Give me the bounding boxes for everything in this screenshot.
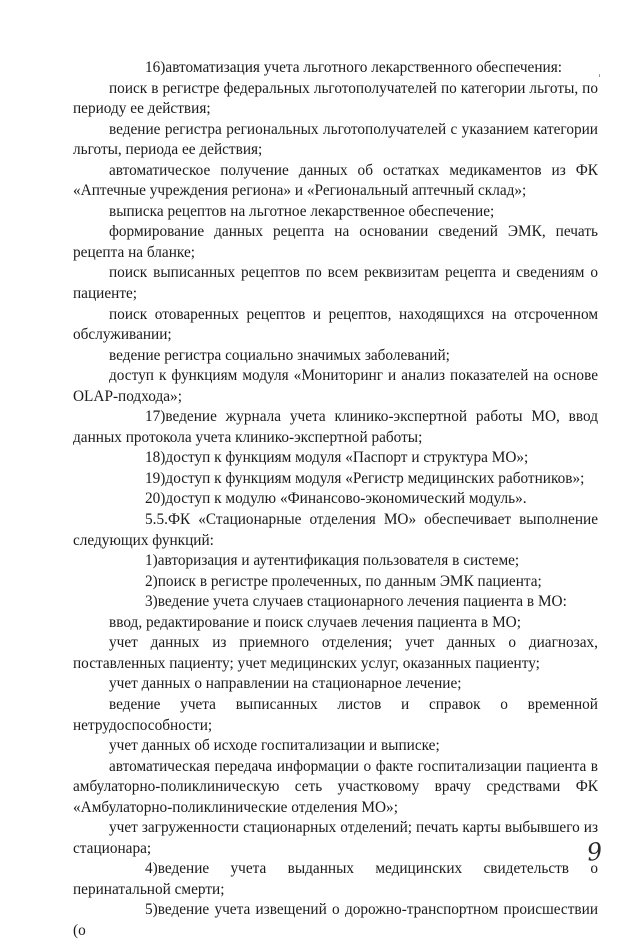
paragraph (73, 736, 598, 757)
scan-mark (599, 74, 600, 77)
paragraph (73, 757, 598, 819)
numbered-paragraph (73, 551, 598, 572)
paragraph-text: автоматическое получение данных об остатках медикаментов из ФК «Аптечные учреждения региона» и «Региональный аптечный склад»; (73, 161, 598, 200)
paragraph-text: формирование данных рецепта на основании сведений ЭМК, печать рецепта на бланке; (73, 223, 598, 261)
paragraph-text: доступ к функциям модуля «Регистр медицинских работников»; (165, 469, 585, 487)
page-number: 9 (585, 837, 604, 867)
paragraph (73, 633, 598, 674)
paragraph-text: ФК «Стационарные отделения МО» обеспечивает выполнение следующих функций: (73, 511, 598, 549)
paragraph-text: учет данных о направлении на стационарное лечение; (109, 675, 462, 693)
paragraph (73, 674, 598, 695)
paragraph-text: поиск в регистре федеральных льготополучателей по категории льготы, по периоду ее действия; (73, 79, 598, 118)
paragraph-text: учет данных из приемного отделения; учет данных о диагнозах, поставленных пациенту; учет медицинских услуг, оказанных пациенту; (73, 634, 598, 672)
paragraph-text: доступ к функциям модуля «Мониторинг и анализ показателей на основе OLAP-подхода»; (73, 367, 598, 405)
paragraph-text: ведение учета случаев стационарного лечения пациента в МО: (157, 593, 567, 611)
item-number: 5.5. (145, 511, 168, 529)
paragraph-text: учет загруженности стационарных отделений; печать карты выбывшего из стационара; (73, 819, 598, 857)
numbered-paragraph (73, 448, 598, 469)
paragraph-text: ведение регистра региональных льготополучателей с указанием категории льготы, периода ее действия; (73, 120, 598, 159)
numbered-paragraph (73, 58, 598, 79)
item-number: 20) (145, 490, 166, 508)
paragraph-text: ведение учета выданных медицинских свидетельств о перинатальной смерти; (73, 860, 598, 898)
paragraph (73, 613, 598, 634)
paragraph (73, 222, 598, 263)
paragraph-text: поиск выписанных рецептов по всем реквизитам рецепта и сведениям о пациенте; (73, 264, 598, 303)
paragraph-text: ведение журнала учета клинико-экспертной работы МО, ввод данных протокола учета клинико-экспертной работы; (73, 408, 598, 446)
paragraph-text: ведение регистра социально значимых заболеваний; (109, 346, 450, 364)
paragraph-text: учет данных об исходе госпитализации и выписке; (109, 737, 440, 755)
numbered-paragraph (73, 900, 598, 941)
paragraph (73, 161, 598, 202)
paragraph (73, 818, 598, 859)
item-number: 2) (145, 572, 158, 590)
paragraph (73, 346, 598, 367)
paragraph (73, 305, 598, 346)
item-number: 1) (145, 552, 158, 570)
paragraph-text: ведение учета извещений о дорожно-транспортном происшествии (о (73, 901, 598, 939)
numbered-paragraph (73, 407, 598, 448)
paragraph (73, 79, 598, 120)
item-number: 17) (145, 408, 166, 426)
paragraph-text: авторизация и аутентификация пользователя в системе; (157, 552, 520, 570)
numbered-paragraph (73, 592, 598, 613)
paragraph-text: поиск в регистре пролеченных, по данным ЭМК пациента; (157, 572, 542, 590)
paragraph-text: ввод, редактирование и поиск случаев лечения пациента в МО; (109, 613, 521, 631)
paragraph-text: ведение учета выписанных листов и справок о временной нетрудоспособности; (73, 695, 598, 734)
numbered-paragraph (73, 489, 598, 510)
document-body (73, 58, 598, 942)
item-number: 5) (145, 901, 158, 919)
paragraph (73, 263, 598, 304)
paragraph-text: выписка рецептов на льготное лекарственное обеспечение; (109, 202, 495, 220)
item-number: 16) (145, 59, 166, 76)
paragraph-text: автоматическая передача информации о факте госпитализации пациента в амбулаторно-поликлиническую сеть участковому врачу средствами ФК «Амбулаторно-поликлинические отделения МО»; (73, 757, 598, 816)
paragraph (73, 695, 598, 736)
paragraph (73, 202, 598, 223)
paragraph (73, 366, 598, 407)
item-number: 3) (145, 593, 158, 611)
item-number: 18) (145, 449, 166, 467)
numbered-paragraph (73, 469, 598, 490)
paragraph-text: автоматизация учета льготного лекарственного обеспечения: (165, 59, 563, 76)
item-number: 4) (145, 860, 158, 878)
item-number: 19) (145, 469, 166, 487)
numbered-paragraph (73, 510, 598, 551)
numbered-paragraph (73, 572, 598, 593)
paragraph-text: поиск отоваренных рецептов и рецептов, находящихся на отсроченном обслуживании; (73, 305, 598, 344)
paragraph-text: доступ к функциям модуля «Паспорт и структура МО»; (165, 449, 529, 467)
paragraph-text: доступ к модулю «Финансово-экономический модуль». (165, 490, 527, 508)
numbered-paragraph (73, 859, 598, 900)
paragraph (73, 120, 598, 161)
